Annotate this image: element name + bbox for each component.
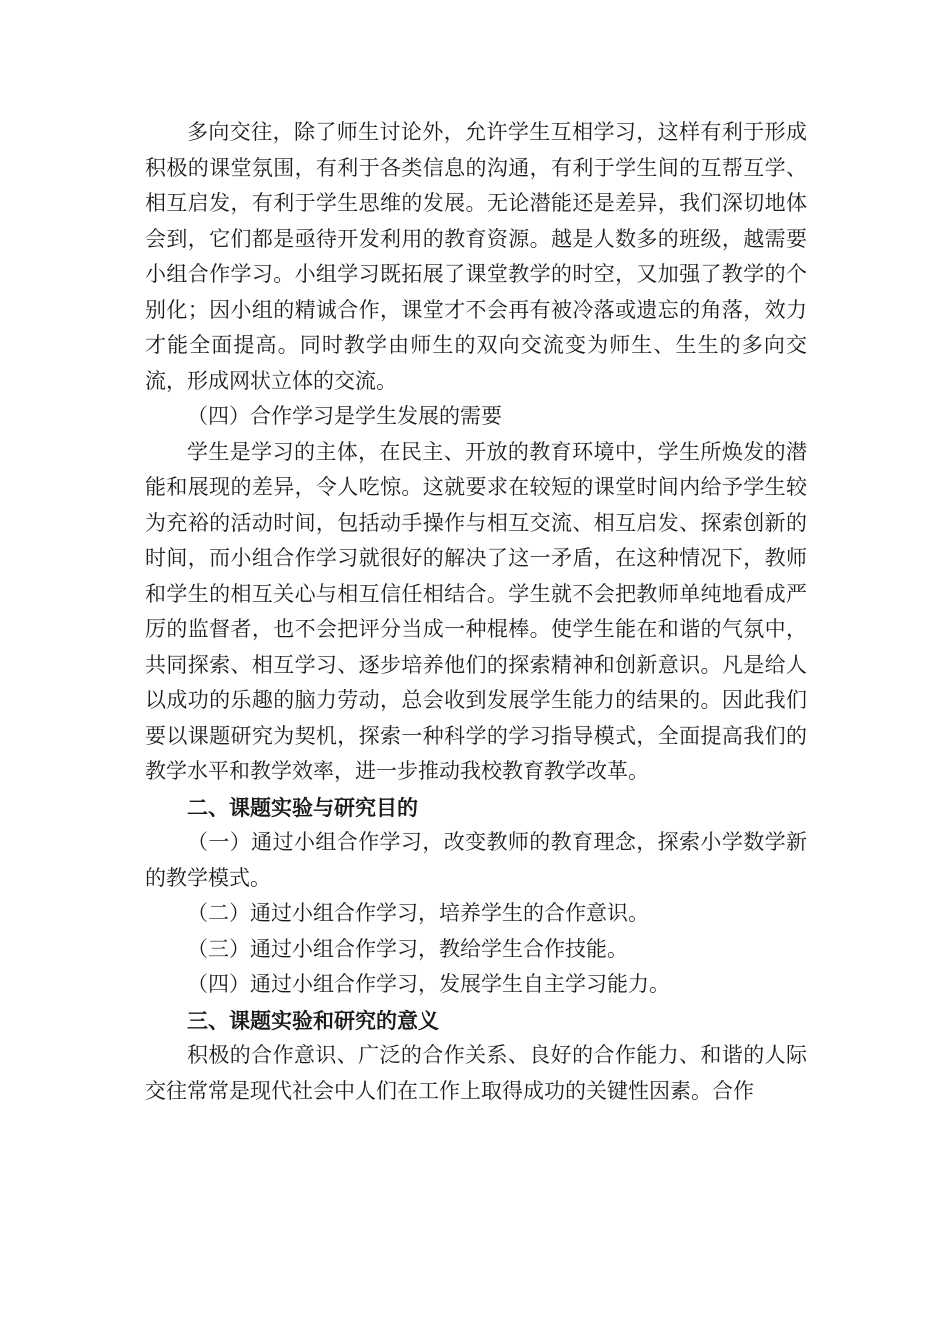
objective-item-1: （一）通过小组合作学习，改变教师的教育理念，探索小学数学新的教学模式。	[145, 830, 807, 890]
objective-item-4: （四）通过小组合作学习，发展学生自主学习能力。	[187, 972, 670, 996]
paragraph-collaboration-benefits: 多向交往，除了师生讨论外，允许学生互相学习，这样有利于形成积极的课堂氛围，有利于各类信息的沟通，有利于学生间的互帮互学、相互启发，有利于学生思维的发展。无论潜能还是差异，我们深切地体会到，它们都是亟待开发利用的教育资源。越是人数多的班级，越需要小组合作学习。小组学习既拓展了课堂教学的时空，又加强了教学的个别化；因小组的精诚合作，课堂才不会再有被冷落或遗忘的角落，效力才能全面提高。同时教学由师生的双向交流变为师生、生生的多向交流，形成网状立体的交流。	[145, 120, 807, 393]
subheading-student-development: （四）合作学习是学生发展的需要	[187, 404, 502, 428]
objective-item-2: （二）通过小组合作学习，培养学生的合作意识。	[187, 901, 649, 925]
section-heading-significance: 三、课题实验和研究的意义	[187, 1007, 439, 1033]
document-page	[145, 115, 807, 1109]
paragraph-significance: 积极的合作意识、广泛的合作关系、良好的合作能力、和谐的人际交往常常是现代社会中人们在工作上取得成功的关键性因素。合作	[145, 1043, 807, 1103]
objective-item-3: （三）通过小组合作学习，教给学生合作技能。	[187, 936, 628, 961]
paragraph-student-subject: 学生是学习的主体，在民主、开放的教育环境中，学生所焕发的潜能和展现的差异，令人吃惊。这就要求在较短的课堂时间内给予学生较为充裕的活动时间，包括动手操作与相互交流、相互启发、探索创新的时间，而小组合作学习就很好的解决了这一矛盾，在这种情况下，教师和学生的相互关心与相互信任相结合。学生就不会把教师单纯地看成严厉的监督者，也不会把评分当成一种棍棒。使学生能在和谐的气氛中，共同探索、相互学习、逐步培养他们的探索精神和创新意识。凡是给人以成功的乐趣的脑力劳动，总会收到发展学生能力的结果的。因此我们要以课题研究为契机，探索一种科学的学习指导模式，全面提高我们的教学水平和教学效率，进一步推动我校教育教学改革。	[145, 439, 807, 783]
section-heading-objectives: 二、课题实验与研究目的	[187, 794, 418, 820]
